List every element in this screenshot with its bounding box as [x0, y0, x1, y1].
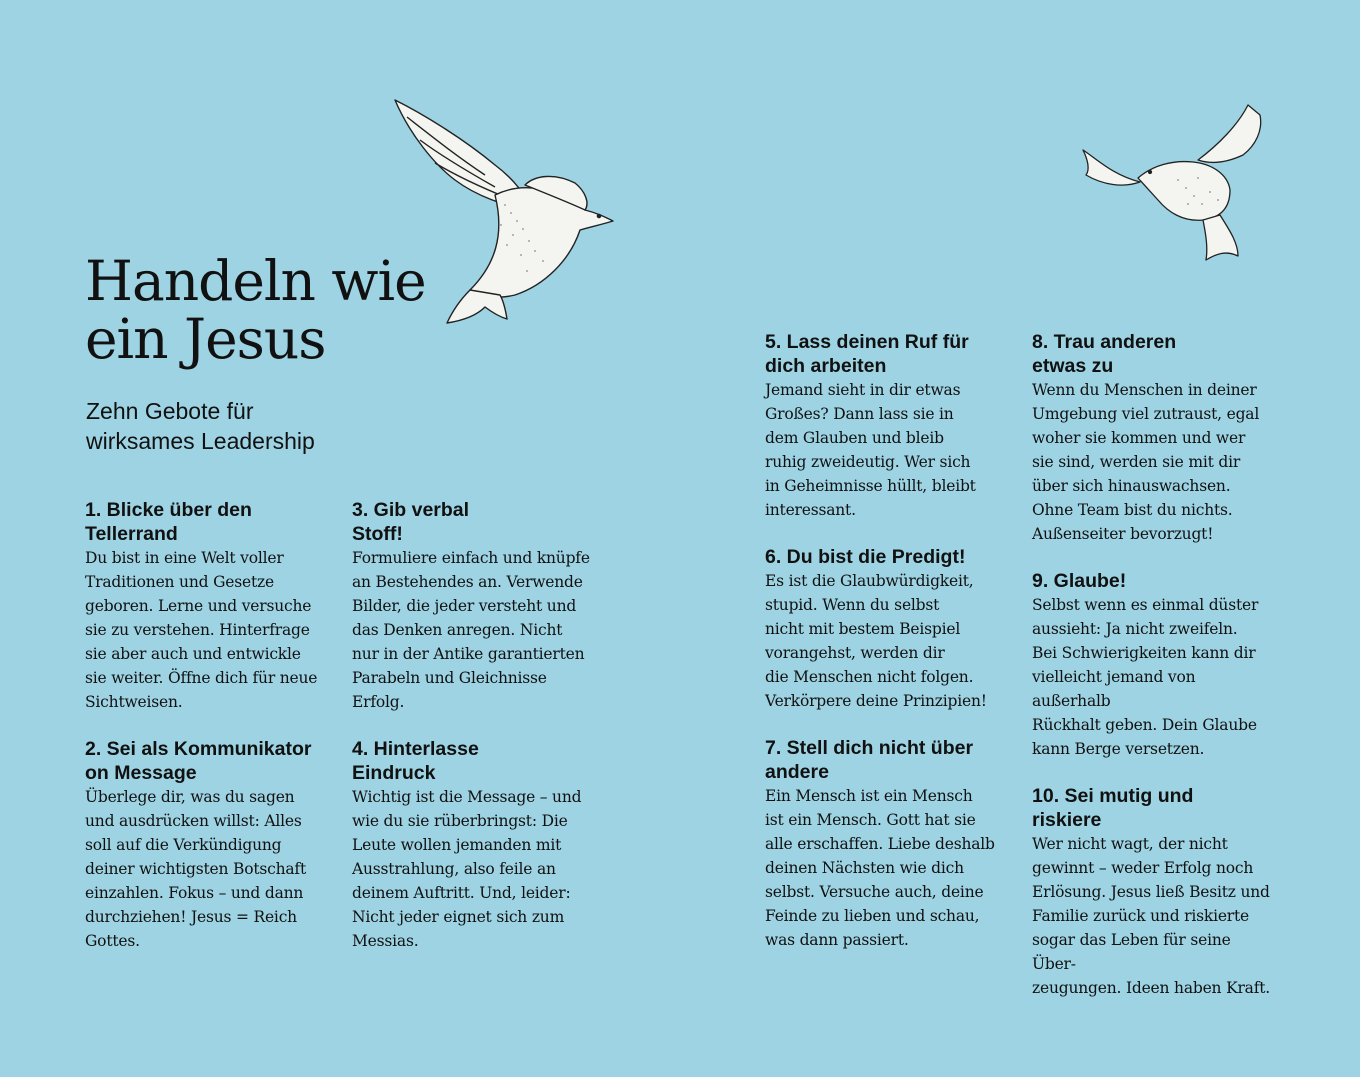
column-4 — [1032, 330, 1277, 1023]
commandment-heading: 10. Sei mutig und riskiere — [1032, 785, 1194, 831]
commandment-body: Formuliere einfach und knüpfe an Bestehendes an. Verwende Bilder, die jeder versteht und das Denken anregen. Nicht nur in der Antike garantierten Parabeln und Gleichnisse Erfolg. — [352, 549, 590, 711]
page-subtitle: Zehn Gebote für wirksames Leadership — [86, 398, 315, 454]
column-2 — [352, 498, 597, 976]
commandment-5 — [765, 330, 1010, 522]
commandment-body: Es ist die Glaubwürdigkeit, stupid. Wenn du selbst nicht mit bestem Beispiel vorangehst, werden dir die Menschen nicht folgen. Verkörpere deine Prinzipien! — [765, 572, 987, 710]
commandment-body: Du bist in eine Welt voller Traditionen und Gesetze geboren. Lerne und versuche sie zu verstehen. Hinterfrage sie aber auch und entwickle sie weiter. Öffne dich für neue Sichtweisen. — [85, 549, 318, 711]
page-title: Handeln wie ein Jesus — [85, 249, 426, 371]
commandment-1 — [85, 498, 330, 714]
commandment-body: Wenn du Menschen in deiner Umgebung viel zutraust, egal woher sie kommen und wer sie sind, werden sie mit dir über sich hinauswachsen. Ohne Team bist du nichts. Außenseiter bevorzugt! — [1032, 381, 1260, 543]
commandment-6 — [765, 545, 1010, 713]
commandment-heading: 5. Lass deinen Ruf für dich arbeiten — [765, 331, 969, 377]
commandment-8 — [1032, 330, 1277, 546]
commandment-heading: 8. Trau anderen etwas zu — [1032, 331, 1177, 377]
commandment-body: Selbst wenn es einmal düster aussieht: Ja nicht zweifeln. Bei Schwierigkeiten kann dir vielleicht jemand von außerhalb Rückhalt geben. Dein Glaube kann Berge versetzen. — [1032, 596, 1259, 758]
commandment-9 — [1032, 569, 1277, 761]
commandment-4 — [352, 737, 597, 953]
commandment-7 — [765, 736, 1010, 952]
commandment-heading: 9. Glaube! — [1032, 570, 1127, 592]
commandment-heading: 1. Blicke über den Tellerrand — [85, 499, 252, 545]
commandment-10 — [1032, 784, 1277, 1000]
column-3 — [765, 330, 1010, 975]
commandment-heading: 7. Stell dich nicht über andere — [765, 737, 974, 783]
commandment-heading: 3. Gib verbal Stoff! — [352, 499, 470, 545]
commandment-heading: 6. Du bist die Predigt! — [765, 546, 966, 568]
commandment-body: Ein Mensch ist ein Mensch ist ein Mensch. Gott hat sie alle erschaffen. Liebe deshalb deinen Nächsten wie dich selbst. Versuche auch, deine Feinde zu lieben und schau, was dann passiert. — [765, 787, 995, 949]
commandment-body: Jemand sieht in dir etwas Großes? Dann lass sie in dem Glauben und bleib ruhig zweideutig. Wer sich in Geheimnisse hüllt, bleibt interessant. — [765, 381, 976, 519]
dove-illustration-icon — [1078, 100, 1273, 262]
commandment-3 — [352, 498, 597, 714]
commandment-body: Wichtig ist die Message – und wie du sie rüberbringst: Die Leute wollen jemanden mit Ausstrahlung, also feile an deinem Auftritt. Und, leider: Nicht jeder eignet sich zum Messias. — [352, 788, 582, 950]
commandment-2 — [85, 737, 330, 953]
commandment-body: Überlege dir, was du sagen und ausdrücken willst: Alles soll auf die Verkündigung deiner wichtigsten Botschaft einzahlen. Fokus – und dann durchziehen! Jesus = Reich Gottes. — [85, 788, 306, 950]
commandment-body: Wer nicht wagt, der nicht gewinnt – weder Erfolg noch Erlösung. Jesus ließ Besitz und Familie zurück und riskierte sogar das Leben für seine Über- zeugungen. Ideen haben Kraft. — [1032, 835, 1270, 997]
column-1 — [85, 498, 330, 976]
commandment-heading: 2. Sei als Kommunikator on Message — [85, 738, 312, 784]
commandment-heading: 4. Hinterlasse Eindruck — [352, 738, 479, 784]
